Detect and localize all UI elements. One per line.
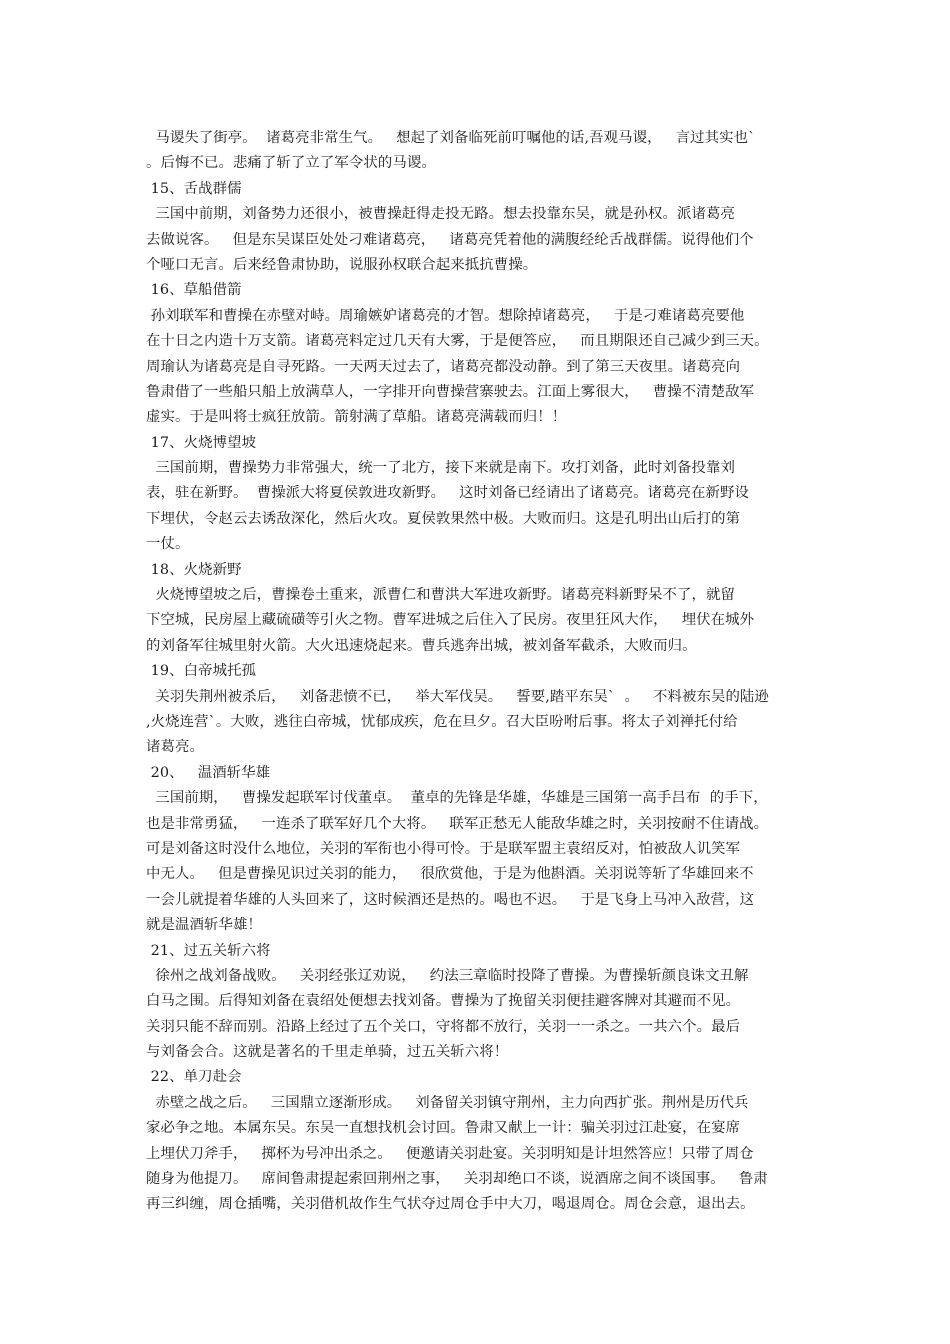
text-line: 鲁肃借了一些船只船上放满草人，一字排开向曹操营寨驶去。江面上雾很大， 曹操不清楚敌军 — [146, 383, 755, 400]
text-line: 孙刘联军和曹操在赤壁对峙。周瑜嫉妒诸葛亮的才智。想除掉诸葛亮， 于是刁难诸葛亮要他 — [146, 307, 745, 324]
text-line: 的刘备军往城里射火箭。大火迅速烧起来。曹兵逃奔出城，被刘备军截杀，大败而归。 — [146, 637, 697, 654]
text-line: 下空城，民房屋上藏硫磺等引火之物。曹军进城之后住入了民房。夜里狂风大作， 埋伏在城外 — [146, 612, 755, 629]
section-heading: 18、火烧新野 — [146, 561, 242, 578]
text-line: 三国中前期，刘备势力还很小，被曹操赶得走投无路。想去投靠东吴，就是孙权。派诸葛亮 — [146, 206, 735, 223]
text-line: 白马之围。后得知刘备在袁绍处便想去找刘备。曹操为了挽留关羽便挂避客牌对其避而不见。 — [146, 993, 741, 1010]
text-line: 个哑口无言。后来经鲁肃协助，说服孙权联合起来抵抗曹操。 — [146, 256, 538, 273]
text-line: 随身为他提刀。 席间鲁肃提起索回荆州之事， 关羽却绝口不谈，说酒席之间不谈国事。 鲁肃 — [146, 1171, 768, 1188]
text-line: 也是非常勇猛， 一连杀了联军好几个大将。 联军正愁无人能敌华雄之时，关羽按耐不住请战。 — [146, 815, 769, 832]
section-heading: 15、舌战群儒 — [146, 180, 242, 197]
text-line: 诸葛亮。 — [146, 739, 204, 756]
section-heading: 22、单刀赴会 — [146, 1069, 242, 1086]
text-line: 家必争之地。本属东吴。东吴一直想找机会讨回。鲁肃又献上一计：骗关羽过江赴宴，在宴席 — [146, 1120, 741, 1137]
text-line: 可是刘备这时没什么地位，关羽的军衔也小得可怜。于是联军盟主袁绍反对，怕被敌人讥笑军 — [146, 840, 741, 857]
text-line: 再三纠缠，周仓插嘴，关羽借机故作生气状夺过周仓手中大刀，喝退周仓。周仓会意，退出去。 — [146, 1196, 755, 1213]
text-line: 就是温酒斩华雄！ — [146, 917, 262, 934]
text-line: 周瑜认为诸葛亮是自寻死路。一天两天过去了，诸葛亮都没动静。到了第三天夜里。诸葛亮向 — [146, 358, 741, 375]
text-line: 表，驻在新野。 曹操派大将夏侯敦进攻新野。 这时刘备已经请出了诸葛亮。诸葛亮在新野设 — [146, 485, 749, 502]
text-line: 马谡失了街亭。 诸葛亮非常生气。 想起了刘备临死前叮嘱他的话,吾观马谡， 言过其实也` — [146, 130, 756, 146]
document-body — [146, 126, 816, 1218]
text-line: 关羽失荆州被杀后， 刘备悲愤不已， 举大军伐吴。 誓要,踏平东吴` 。 不料被东吴的陆逊 — [146, 688, 769, 705]
text-line: 虚实。于是叫将士疯狂放箭。箭射满了草船。诸葛亮满载而归！！ — [146, 409, 567, 426]
section-heading: 20、 温酒斩华雄 — [146, 764, 271, 781]
text-line: 赤壁之战之后。 三国鼎立逐渐形成。 刘备留关羽镇守荆州，主力向西扩张。荆州是历代兵 — [146, 1094, 749, 1111]
text-line: 与刘备会合。这就是著名的千里走单骑，过五关斩六将！ — [146, 1044, 509, 1061]
text-line: 在十日之内造十万支箭。诸葛亮料定过几天有大雾，于是便答应， 而且期限还自己减少到三天。 — [146, 333, 769, 350]
text-line: 一仗。 — [146, 536, 190, 553]
text-line: 三国前期， 曹操发起联军讨伐董卓。 董卓的先锋是华雄，华雄是三国第一高手吕布 的手下， — [146, 790, 768, 807]
text-line: 火烧博望坡之后，曹操卷土重来，派曹仁和曹洪大军进攻新野。诸葛亮料新野呆不了，就留 — [146, 587, 735, 604]
text-line: 中无人。 但是曹操见识过关羽的能力， 很欣赏他，于是为他斟酒。关羽说等斩了华雄回来不 — [146, 866, 754, 883]
text-line: 去做说客。 但是东吴谋臣处处刁难诸葛亮， 诸葛亮凭着他的满腹经纶舌战群儒。说得他们个 — [146, 231, 754, 248]
section-heading: 17、火烧博望坡 — [146, 434, 257, 451]
text-line: 三国前期，曹操势力非常强大，统一了北方，接下来就是南下。攻打刘备，此时刘备投靠刘 — [146, 460, 735, 477]
text-line: ,火烧连营`。大败，逃往白帝城，忧郁成疾，危在旦夕。召大臣吩咐后事。将太子刘禅托付给 — [146, 713, 738, 730]
text-line: 下埋伏，令赵云去诱敌深化，然后火攻。夏侯敦果然中极。大败而归。这是孔明出山后打的第 — [146, 510, 741, 527]
section-heading: 16、草船借箭 — [146, 282, 242, 299]
text-line: 上埋伏刀斧手， 掷杯为号冲出杀之。 便邀请关羽赴宴。关羽明知是计坦然答应！只带了周仓 — [146, 1145, 754, 1162]
text-line: 一会儿就提着华雄的人头回来了，这时候酒还是热的。喝也不迟。 于是飞身上马冲入敌营，这 — [146, 891, 755, 908]
section-heading: 19、白帝城托孤 — [146, 663, 257, 680]
text-line: 徐州之战刘备战败。 关羽经张辽劝说， 约法三章临时投降了曹操。为曹操斩颜良诛文丑解 — [146, 967, 749, 984]
text-line: 关羽只能不辞而别。沿路上经过了五个关口，守将都不放行，关羽一一杀之。一共六个。最后 — [146, 1018, 741, 1035]
section-heading: 21、过五关斩六将 — [146, 942, 271, 959]
text-line: 。后悔不已。悲痛了斩了立了军令状的马谡。 — [146, 155, 436, 172]
